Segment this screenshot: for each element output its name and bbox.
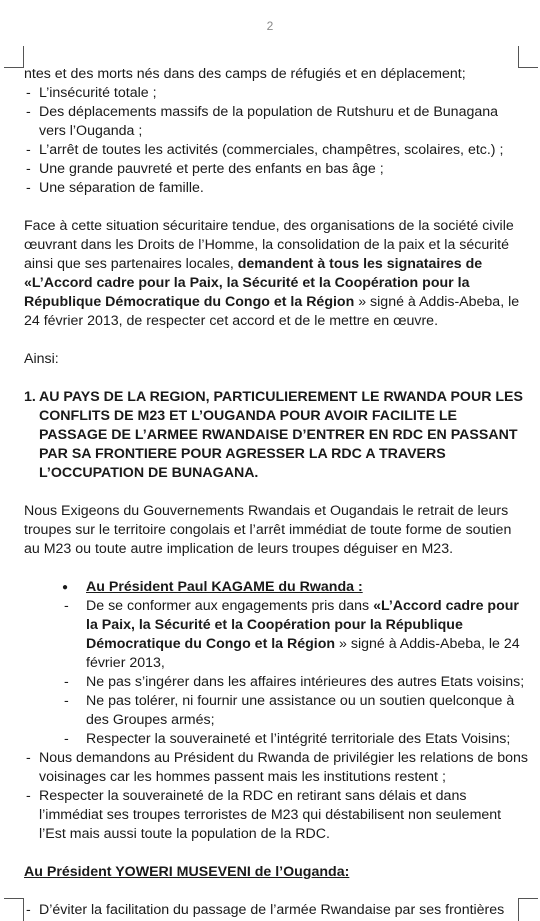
intro-line: ntes et des morts nés dans des camps de réfugiés et en déplacement; [24,66,466,82]
kagame-item: - Ne pas tolérer, ni fournir une assistance ou un soutien quelconque à des Groupes armés; [62,692,528,730]
consequence-item: - L’arrêt de toutes les activités (commerciales, champêtres, scolaires, etc.) ; [24,141,528,160]
consequence-item: - Une grande pauvreté et perte des enfants en bas âge ; [24,160,528,179]
section-heading-1 [24,388,528,483]
kagame-item [62,597,528,673]
paragraph-demand-bold: demandent à tous les signataires de «L’Accord cadre pour la Paix, la Sécurité et la Coopération pour la République Démocratique du Congo et la Région [24,256,483,310]
paragraph-demand [24,217,528,331]
museveni-item: - D’éviter la facilitation du passage de l’armée Rwandaise par ses frontières [24,901,528,920]
crop-mark-top-left-h [4,67,24,68]
consequence-item: - L’insécurité totale ; [24,84,528,103]
kagame-item-end: » signé à Addis-Abeba, le 24 février 2013, [86,636,520,671]
ainsi-label: Ainsi: [24,351,59,367]
section-heading-text: AU PAYS DE LA REGION, PARTICULIEREMENT LE RWANDA POUR LES CONFLITS DE M23 ET L’OUGANDA POUR AVOIR FACILITE LE PASSAGE DE L’ARMEE RWANDAISE D’ENTRER EN RDC EN PASSANT PAR SA FRONTIERE POUR AGRESSER LA RDC A TRAVERS L’OCCUPATION DE BUNAGANA. [39,389,523,481]
kagame-item: - Respecter la souveraineté et l’intégrité territoriale des Etats Voisins; [62,730,528,749]
kagame-item-bold: «L’Accord cadre pour la Paix, la Sécurité et la Coopération pour la République Démocratique du Congo et la Région [86,598,519,652]
kagame-item-intro: De se conformer aux engagements pris dans [86,598,374,614]
section-number: 1. [24,389,36,405]
demand-item: - Nous demandons au Président du Rwanda de privilégier les relations de bons voisinages car les hommes passent mais les institutions restent ; [24,749,528,787]
consequence-item: - Une séparation de famille. [24,179,528,198]
document-body [24,65,528,920]
demand-item: - Respecter la souveraineté de la RDC en retirant sans délais et dans l’immédiat ses troupes terroristes de M23 qui déstabilisent non seulement l’Est mais aussi toute la population de la RDC. [24,787,528,844]
paragraph-demand-end: » signé à Addis-Abeba, le 24 février 2013, de respecter cet accord et de le mettre en œuvre. [24,294,520,329]
paragraph-demand-intro: Face à cette situation sécuritaire tendue, des organisations de la société civile œuvrant dans les Droits de l’Homme, la consolidation de la paix et la sécurité ainsi que ses partenaires locales, [24,218,514,272]
museveni-heading: Au Président YOWERI MUSEVENI de l’Ouganda: [24,864,350,880]
consequence-item: - Des déplacements massifs de la population de Rutshuru et de Bunagana vers l’Ouganda ; [24,103,528,141]
kagame-heading: ● Au Président Paul KAGAME du Rwanda : [62,578,528,597]
crop-mark-bottom-left-h [4,898,24,899]
page-number: 2 [266,19,274,33]
paragraph-exigence: Nous Exigeons du Gouvernements Rwandais et Ougandais le retrait de leurs troupes sur le territoire congolais et l’arrêt immédiat de toute forme de soutien au M23 ou toute autre implication de leurs troupes déguiser en M23. [24,503,512,557]
kagame-item: - Ne pas s’ingérer dans les affaires intérieures des autres Etats voisins; [62,673,528,692]
kagame-section [24,578,528,749]
